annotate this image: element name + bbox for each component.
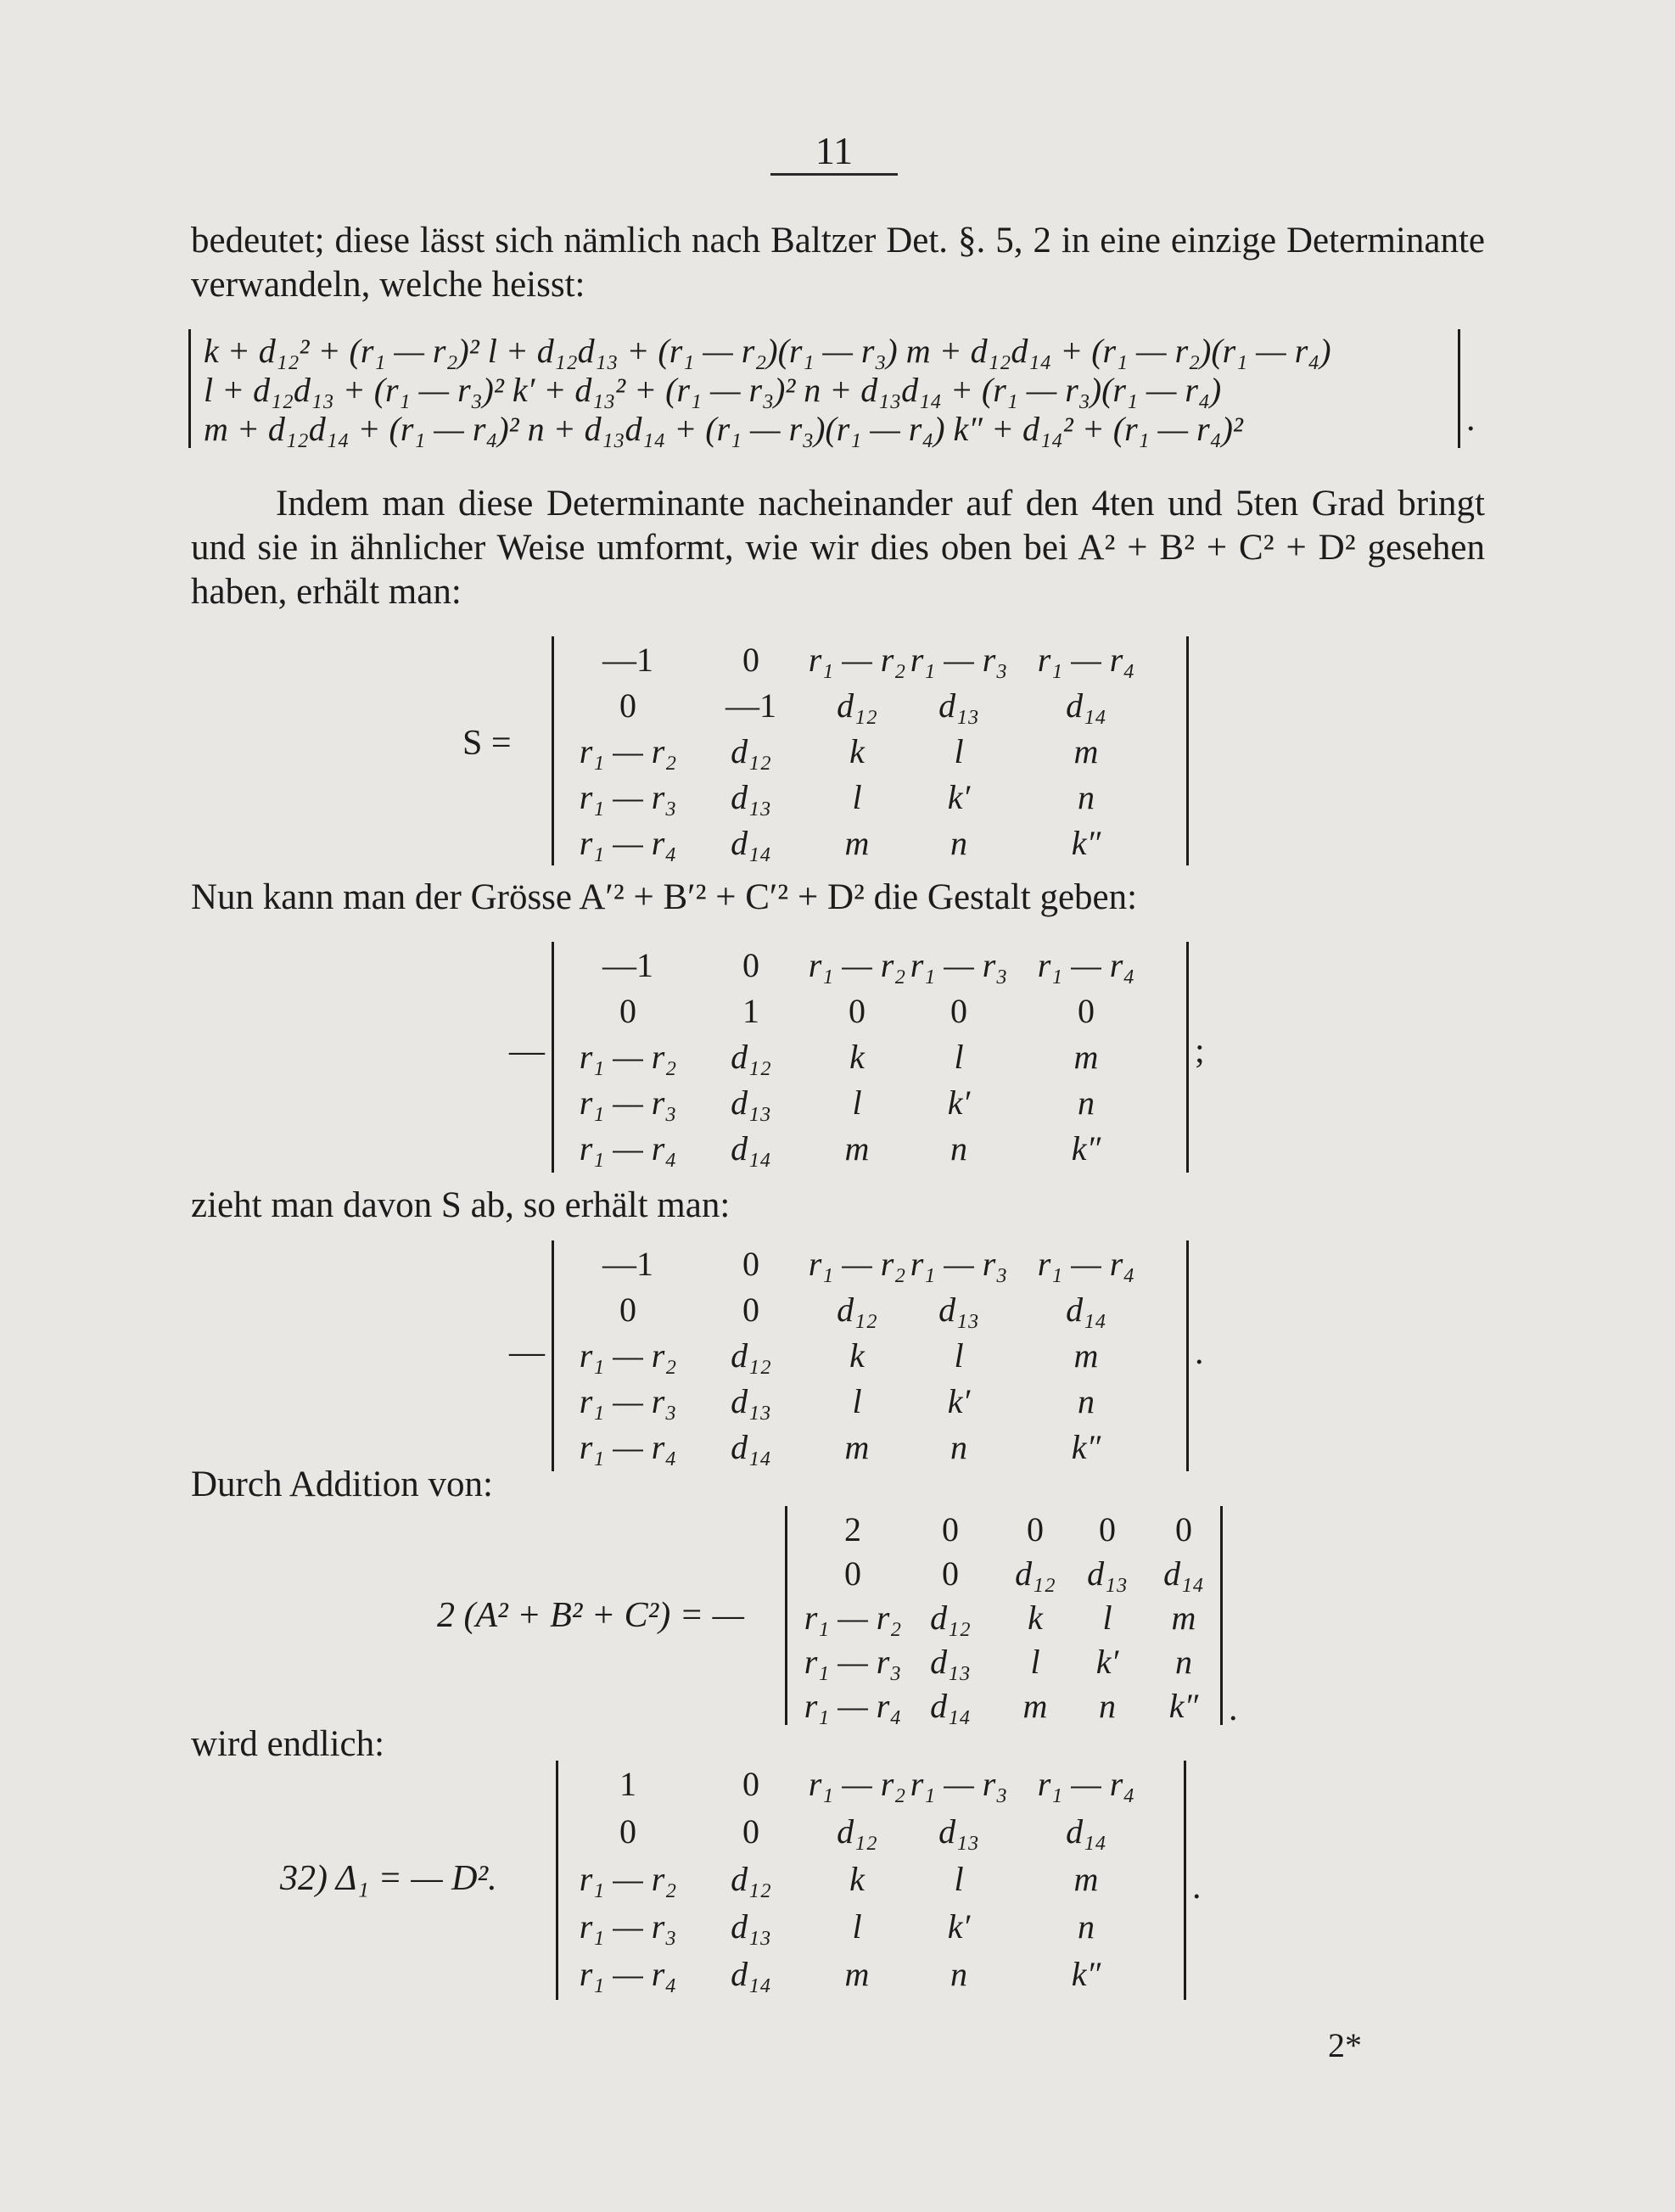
det-3-cell-r3c3: k: [849, 1336, 865, 1375]
det-5-cell-r2c2: 0: [742, 1812, 759, 1851]
det-S-cell-r1c3: r₁ — r₂: [808, 641, 906, 679]
det-5-cell-r4c2: d₁₃: [731, 1907, 771, 1946]
det-3-cell-r5c4: n: [950, 1428, 967, 1466]
det-3-cell-r3c2: d₁₂: [731, 1336, 771, 1375]
det-5-label: [280, 1858, 497, 1899]
det-S-cell-r5c3: m: [844, 824, 870, 862]
det-3-cell-r4c3: l: [852, 1382, 862, 1420]
det-5-cell-r4c5: n: [1078, 1907, 1095, 1946]
det-4-cell-r4c4: k′: [1095, 1643, 1119, 1681]
det-2-cell-r4c2: d₁₃: [731, 1084, 771, 1122]
det-4-cell-r4c5: n: [1175, 1643, 1192, 1681]
det-4-cell-r5c4: n: [1099, 1687, 1116, 1725]
det-3-cell-r1c2: 0: [742, 1245, 759, 1283]
det-2-cell-r1c1: —1: [602, 946, 653, 984]
det-3-cell-r5c5: k″: [1071, 1428, 1101, 1466]
det-5-cell-r3c3: k: [849, 1860, 865, 1898]
det-S-cell-r2c3: d₁₂: [837, 686, 877, 725]
det-S-cell-r2c4: d₁₃: [938, 686, 979, 725]
det-5-cell-r2c1: 0: [619, 1812, 636, 1851]
det-5-cell-r1c3: r₁ — r₂: [808, 1765, 906, 1803]
det-2-cell-r3c1: r₁ — r₂: [579, 1038, 677, 1076]
det-3-cell-r4c1: r₁ — r₃: [579, 1382, 677, 1420]
det-S-cell-r3c1: r₁ — r₂: [579, 732, 677, 770]
det-3-left-bar: [552, 1240, 554, 1471]
det-3-cell-r3c1: r₁ — r₂: [579, 1336, 677, 1375]
det-4-cell-r3c1: r₁ — r₂: [804, 1599, 902, 1637]
page-number-rule: [770, 173, 898, 176]
det-S-cell-r4c4: k′: [947, 778, 971, 816]
det-4-cell-r2c3: d₁₂: [1015, 1554, 1056, 1593]
det-4-cell-r1c2: 0: [942, 1510, 959, 1548]
det-5-cell-r1c2: 0: [742, 1765, 759, 1803]
det-5-cell-r3c4: l: [954, 1860, 964, 1898]
det-4-cell-r5c2: d₁₄: [930, 1687, 971, 1725]
det-3-cell-r2c2: 0: [742, 1291, 759, 1329]
det-3-cell-r1c1: —1: [602, 1245, 653, 1283]
det-4-cell-r5c1: r₁ — r₄: [804, 1687, 902, 1725]
det1-row-3: m + d₁₂d₁₄ + (r₁ — r₄)² n + d₁₃d₁₄ + (r₁ — r₃)(r₁ — r₄) k″ + d₁₄² + (r₁ — r₄)²: [204, 410, 1243, 448]
det-5-cell-r1c1: 1: [619, 1765, 636, 1803]
det-3-cell-r5c1: r₁ — r₄: [579, 1428, 677, 1466]
det-4-cell-r1c5: 0: [1175, 1510, 1192, 1548]
det-2-cell-r2c3: 0: [849, 992, 866, 1030]
det-2-cell-r3c4: l: [954, 1038, 964, 1076]
signature-mark: 2*: [1328, 2026, 1362, 2064]
det-4-cell-r2c5: d₁₄: [1163, 1554, 1204, 1593]
det-2-cell-r5c1: r₁ — r₄: [579, 1129, 677, 1168]
det1-period: .: [1466, 400, 1476, 439]
det-S-cell-r1c5: r₁ — r₄: [1037, 641, 1135, 679]
det-2-cell-r3c5: m: [1073, 1038, 1099, 1076]
paragraph-5: Durch Addition von:: [191, 1464, 493, 1504]
det-4-cell-r1c3: 0: [1027, 1510, 1044, 1548]
det-5-cell-r2c3: d₁₂: [837, 1812, 877, 1851]
det-2-cell-r4c1: r₁ — r₃: [579, 1084, 677, 1122]
det-2-cell-r5c5: k″: [1071, 1129, 1101, 1168]
det-4-right-bar: [1220, 1506, 1223, 1725]
det-S-label: S =: [462, 724, 512, 763]
det-2-cell-r1c2: 0: [742, 946, 759, 984]
det-4-cell-r1c1: 2: [844, 1510, 861, 1548]
det-S-cell-r3c5: m: [1073, 732, 1099, 770]
det-5-cell-r1c4: r₁ — r₃: [910, 1765, 1008, 1803]
det-4-cell-r3c4: l: [1102, 1599, 1112, 1637]
det-4-left-bar: [785, 1506, 787, 1725]
paragraph-1: bedeutet; diese lässt sich nämlich nach Baltzer Det. §. 5, 2 in eine einzige Determinante verwandeln, welche heisst:: [191, 221, 1485, 305]
det-5-cell-r2c4: d₁₃: [938, 1812, 979, 1851]
det-3-cell-r1c4: r₁ — r₃: [910, 1245, 1008, 1283]
det-3-label: —: [509, 1333, 545, 1372]
det1-left-bar: [188, 329, 191, 448]
det-S-cell-r4c5: n: [1078, 778, 1095, 816]
det-4-cell-r3c5: m: [1171, 1599, 1196, 1637]
det-4-cell-r5c3: m: [1022, 1687, 1048, 1725]
det-S-cell-r3c4: l: [954, 732, 964, 770]
det-S-left-bar: [552, 636, 554, 865]
det-5-cell-r4c1: r₁ — r₃: [579, 1907, 677, 1946]
page-number: 11: [815, 129, 854, 172]
det-5-label-text: 32) Δ₁ = — D².: [280, 1859, 497, 1898]
det-3-cell-r3c4: l: [954, 1336, 964, 1375]
det-5-cell-r5c5: k″: [1071, 1955, 1101, 1993]
det-5-cell-r3c2: d₁₂: [731, 1860, 771, 1898]
det-3-cell-r3c5: m: [1073, 1336, 1099, 1375]
det-4-cell-r1c4: 0: [1099, 1510, 1116, 1548]
det-2-cell-r2c1: 0: [619, 992, 636, 1030]
det-3-cell-r2c4: d₁₃: [938, 1291, 979, 1329]
paragraph-3: Nun kann man der Grösse A′² + B′² + C′² + D² die Gestalt geben:: [191, 877, 1138, 917]
det-5-cell-r1c5: r₁ — r₄: [1037, 1765, 1135, 1803]
det-5-cell-r4c3: l: [852, 1907, 862, 1946]
det-3-cell-r4c5: n: [1078, 1382, 1095, 1420]
det-2-cell-r2c2: 1: [742, 992, 759, 1030]
det-S-cell-r5c5: k″: [1071, 824, 1101, 862]
det-5-cell-r2c5: d₁₄: [1066, 1812, 1106, 1851]
det-2-suffix: ;: [1195, 1032, 1205, 1071]
det-2-cell-r2c4: 0: [950, 992, 967, 1030]
paragraph-2: Indem man diese Determinante nacheinander auf den 4ten und 5ten Grad bringt und sie in ähnlicher Weise umformt, wie wir dies oben bei A² + B² + C² + D² gesehen haben, erhält man:: [191, 484, 1485, 612]
det1-row-2: l + d₁₂d₁₃ + (r₁ — r₃)² k′ + d₁₃² + (r₁ — r₃)² n + d₁₃d₁₄ + (r₁ — r₃)(r₁ — r₄): [204, 371, 1222, 409]
det-2-cell-r3c2: d₁₂: [731, 1038, 771, 1076]
det-5-suffix: .: [1192, 1868, 1202, 1907]
det-5-cell-r5c4: n: [950, 1955, 967, 1993]
det-5-cell-r3c1: r₁ — r₂: [579, 1860, 677, 1898]
det-2-cell-r1c3: r₁ — r₂: [808, 946, 906, 984]
det-S-cell-r4c3: l: [852, 778, 862, 816]
det-5-cell-r3c5: m: [1073, 1860, 1099, 1898]
det-4-cell-r3c3: k: [1028, 1599, 1043, 1637]
det-5-cell-r5c1: r₁ — r₄: [579, 1955, 677, 1993]
det-3-suffix: .: [1195, 1333, 1204, 1372]
det-2-cell-r4c3: l: [852, 1084, 862, 1122]
det-2-left-bar: [552, 942, 554, 1173]
det-4-cell-r4c3: l: [1030, 1643, 1040, 1681]
det-2-cell-r4c5: n: [1078, 1084, 1095, 1122]
det-S-cell-r5c2: d₁₄: [731, 824, 771, 862]
det-3-cell-r5c3: m: [844, 1428, 870, 1466]
det-4-cell-r2c4: d₁₃: [1087, 1554, 1128, 1593]
det-S-cell-r5c1: r₁ — r₄: [579, 824, 677, 862]
det-3-cell-r2c1: 0: [619, 1291, 636, 1329]
det-2-cell-r1c5: r₁ — r₄: [1037, 946, 1135, 984]
det-2-cell-r2c5: 0: [1078, 992, 1095, 1030]
det-2-cell-r5c4: n: [950, 1129, 967, 1168]
det-2-cell-r4c4: k′: [947, 1084, 971, 1122]
paragraph-4: zieht man davon S ab, so erhält man:: [191, 1185, 731, 1225]
det-4-label-text: 2 (A² + B² + C²) = —: [437, 1596, 744, 1635]
det-4-label: [437, 1595, 744, 1636]
det-3-right-bar: [1186, 1240, 1189, 1471]
det-2-cell-r1c4: r₁ — r₃: [910, 946, 1008, 984]
det-4-cell-r3c2: d₁₂: [930, 1599, 971, 1637]
det-S-cell-r1c1: —1: [602, 641, 653, 679]
det-S-cell-r5c4: n: [950, 824, 967, 862]
det-4-suffix: .: [1229, 1689, 1238, 1728]
det-4-cell-r2c2: 0: [942, 1554, 959, 1593]
det-S-cell-r3c3: k: [849, 732, 865, 770]
det-S-cell-r1c2: 0: [742, 641, 759, 679]
det-2-cell-r5c3: m: [844, 1129, 870, 1168]
det1-row-1: k + d₁₂² + (r₁ — r₂)² l + d₁₂d₁₃ + (r₁ — r₂)(r₁ — r₃) m + d₁₂d₁₄ + (r₁ — r₂)(r₁ — r₄): [204, 332, 1331, 370]
det-S-cell-r2c5: d₁₄: [1066, 686, 1106, 725]
det-S-cell-r3c2: d₁₂: [731, 732, 771, 770]
paragraph-6: wird endlich:: [191, 1724, 385, 1764]
det-3-cell-r4c2: d₁₃: [731, 1382, 771, 1420]
det-S-cell-r1c4: r₁ — r₃: [910, 641, 1008, 679]
det-5-cell-r4c4: k′: [947, 1907, 971, 1946]
det-S-cell-r2c1: 0: [619, 686, 636, 725]
det-S-right-bar: [1186, 636, 1189, 865]
det-4-cell-r5c5: k″: [1168, 1687, 1199, 1725]
det-5-right-bar: [1184, 1761, 1186, 2000]
det1-right-bar: [1458, 329, 1460, 448]
det-4-cell-r4c2: d₁₃: [930, 1643, 971, 1681]
det-3-cell-r4c4: k′: [947, 1382, 971, 1420]
det-3-cell-r5c2: d₁₄: [731, 1428, 771, 1466]
det-2-cell-r5c2: d₁₄: [731, 1129, 771, 1168]
det-S-cell-r2c2: —1: [725, 686, 776, 725]
det-5-left-bar: [556, 1761, 558, 2000]
det-2-cell-r3c3: k: [849, 1038, 865, 1076]
det-3-cell-r2c3: d₁₂: [837, 1291, 877, 1329]
det-3-cell-r1c5: r₁ — r₄: [1037, 1245, 1135, 1283]
det-4-cell-r4c1: r₁ — r₃: [804, 1643, 902, 1681]
det-2-label: —: [509, 1032, 545, 1071]
det-4-cell-r2c1: 0: [844, 1554, 861, 1593]
det-3-cell-r2c5: d₁₄: [1066, 1291, 1106, 1329]
det-S-cell-r4c1: r₁ — r₃: [579, 778, 677, 816]
det-S-cell-r4c2: d₁₃: [731, 778, 771, 816]
det-5-cell-r5c3: m: [844, 1955, 870, 1993]
det-2-right-bar: [1186, 942, 1189, 1173]
det-5-cell-r5c2: d₁₄: [731, 1955, 771, 1993]
det-3-cell-r1c3: r₁ — r₂: [808, 1245, 906, 1283]
